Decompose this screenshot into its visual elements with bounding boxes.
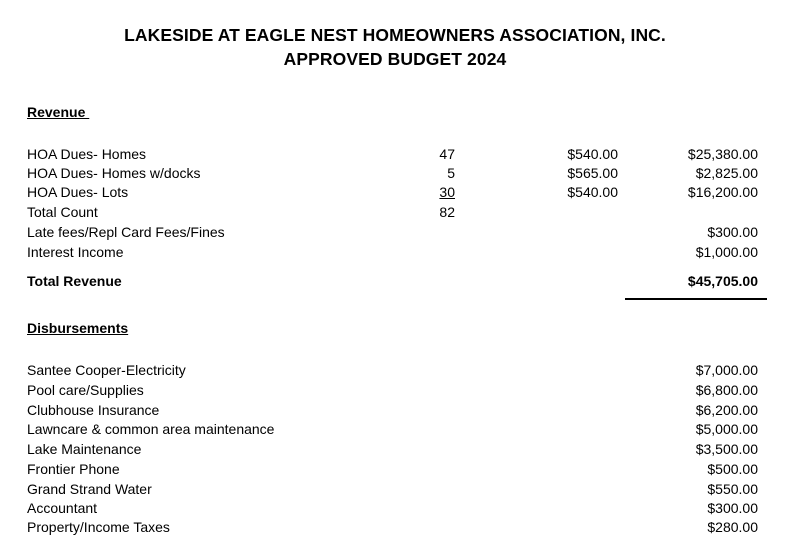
revenue-row — [0, 242, 800, 262]
disbursement-row — [0, 517, 800, 537]
disbursement-row-amount: $5,000.00 — [695, 421, 758, 437]
disbursement-row-label: Santee Cooper-Electricity — [27, 362, 186, 378]
revenue-row-count: 30 — [439, 184, 455, 200]
revenue-row-label: Total Count — [27, 204, 98, 220]
revenue-row-rate: $540.00 — [567, 184, 618, 200]
disbursement-row-label: Clubhouse Insurance — [27, 402, 160, 418]
revenue-row — [0, 144, 800, 164]
disbursement-row-amount: $3,500.00 — [695, 441, 758, 457]
disbursement-row-label: Lawncare & common area maintenance — [27, 421, 275, 437]
disbursement-row — [0, 498, 800, 518]
revenue-row-amount: $2,825.00 — [695, 165, 758, 181]
disbursement-row — [0, 459, 800, 479]
disbursement-row-label: Property/Income Taxes — [27, 519, 170, 535]
disbursements-heading: Disbursements — [27, 320, 129, 336]
revenue-row-count: 47 — [439, 146, 455, 162]
total-underline-rule — [625, 298, 767, 300]
disbursement-row-label: Accountant — [27, 500, 98, 516]
disbursement-row-label: Frontier Phone — [27, 461, 120, 477]
revenue-row-label: HOA Dues- Homes — [27, 146, 147, 162]
revenue-row-label: HOA Dues- Homes w/docks — [27, 165, 201, 181]
disbursement-row — [0, 439, 800, 459]
revenue-row-label: HOA Dues- Lots — [27, 184, 129, 200]
disbursement-row — [0, 419, 800, 439]
revenue-heading: Revenue — [27, 104, 90, 120]
disbursement-row-label: Grand Strand Water — [27, 481, 152, 497]
disbursement-row — [0, 400, 800, 420]
revenue-row-rate: $565.00 — [567, 165, 618, 181]
disbursement-row-amount: $280.00 — [707, 519, 758, 535]
revenue-row — [0, 202, 800, 222]
revenue-row — [0, 222, 800, 242]
revenue-row-label: Late fees/Repl Card Fees/Fines — [27, 224, 225, 240]
document-title: LAKESIDE AT EAGLE NEST HOMEOWNERS ASSOCIATION, INC. — [124, 25, 666, 45]
disbursement-row-amount: $7,000.00 — [695, 362, 758, 378]
disbursement-row-label: Lake Maintenance — [27, 441, 142, 457]
disbursement-row-amount: $6,800.00 — [695, 382, 758, 398]
total-revenue-amount: $45,705.00 — [687, 273, 758, 289]
document-subtitle: APPROVED BUDGET 2024 — [283, 49, 507, 69]
revenue-row — [0, 182, 800, 202]
total-revenue-row — [0, 271, 800, 291]
disbursement-row — [0, 479, 800, 499]
revenue-row — [0, 163, 800, 183]
revenue-row-count: 82 — [439, 204, 455, 220]
disbursement-row — [0, 360, 800, 380]
revenue-row-amount: $16,200.00 — [687, 184, 758, 200]
disbursement-row-amount: $300.00 — [707, 500, 758, 516]
revenue-row-count: 5 — [447, 165, 455, 181]
revenue-row-amount: $1,000.00 — [695, 244, 758, 260]
revenue-row-amount: $300.00 — [707, 224, 758, 240]
disbursement-row-amount: $6,200.00 — [695, 402, 758, 418]
revenue-row-label: Interest Income — [27, 244, 124, 260]
disbursement-row-amount: $550.00 — [707, 481, 758, 497]
total-revenue-label: Total Revenue — [27, 273, 122, 289]
disbursement-row — [0, 380, 800, 400]
disbursement-row-amount: $500.00 — [707, 461, 758, 477]
disbursement-row-label: Pool care/Supplies — [27, 382, 144, 398]
revenue-row-amount: $25,380.00 — [687, 146, 758, 162]
revenue-row-rate: $540.00 — [567, 146, 618, 162]
